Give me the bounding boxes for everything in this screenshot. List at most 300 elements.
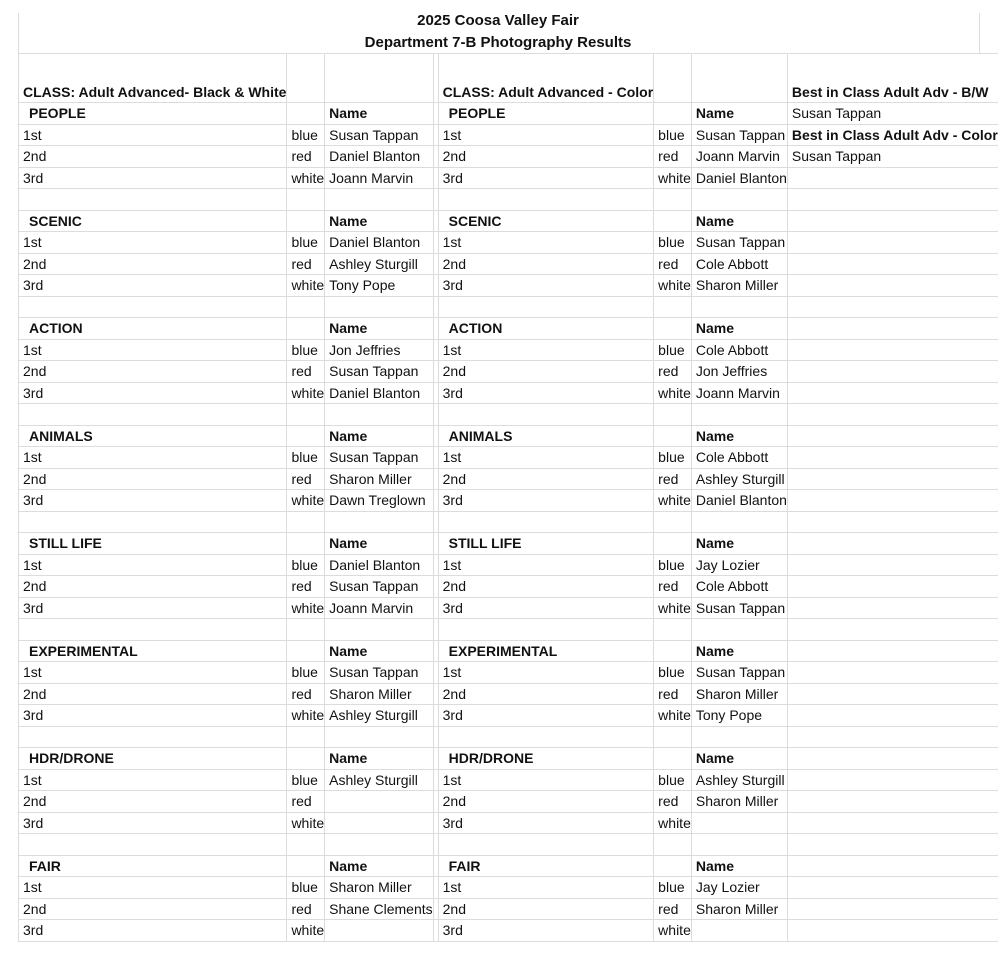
table-row <box>19 404 998 426</box>
cell[interactable] <box>654 54 692 103</box>
cell[interactable] <box>787 920 998 942</box>
cell[interactable] <box>438 296 654 318</box>
place: 1st <box>438 339 654 361</box>
ribbon: red <box>287 898 325 920</box>
ribbon: blue <box>287 339 325 361</box>
cell[interactable] <box>787 619 998 641</box>
page-title: 2025 Coosa Valley Fair <box>417 12 579 29</box>
table-row <box>19 468 998 490</box>
table-row <box>19 361 998 383</box>
cell[interactable] <box>787 597 998 619</box>
cell[interactable] <box>787 189 998 211</box>
cell[interactable] <box>19 726 287 748</box>
table-row <box>19 877 998 899</box>
winner-name: Cole Abbott <box>691 339 787 361</box>
table-row <box>19 339 998 361</box>
cell[interactable] <box>691 619 787 641</box>
place: 1st <box>19 447 287 469</box>
name-header: Name <box>325 748 434 770</box>
cell[interactable] <box>691 834 787 856</box>
ribbon: red <box>654 146 692 168</box>
ribbon: red <box>287 683 325 705</box>
place: 2nd <box>19 146 287 168</box>
ribbon: blue <box>654 877 692 899</box>
winner-name: Susan Tappan <box>325 124 434 146</box>
cell[interactable] <box>287 103 325 125</box>
ribbon: red <box>287 576 325 598</box>
cell[interactable] <box>654 404 692 426</box>
place: 1st <box>19 877 287 899</box>
table-row <box>19 683 998 705</box>
winner-name: Sharon Miller <box>325 877 434 899</box>
cell[interactable] <box>654 210 692 232</box>
bw-section-header: EXPERIMENTAL <box>19 640 287 662</box>
place: 3rd <box>438 167 654 189</box>
table-row <box>19 533 998 555</box>
ribbon: white <box>654 275 692 297</box>
cell[interactable] <box>19 619 287 641</box>
place: 3rd <box>19 382 287 404</box>
winner-name: Dawn Treglown <box>325 490 434 512</box>
cell[interactable] <box>787 404 998 426</box>
ribbon: white <box>287 167 325 189</box>
ribbon: blue <box>287 232 325 254</box>
winner-name <box>325 920 434 942</box>
ribbon: red <box>654 898 692 920</box>
color-section-header: SCENIC <box>438 210 654 232</box>
table-row <box>19 275 998 297</box>
table-row <box>19 791 998 813</box>
cell[interactable] <box>325 511 434 533</box>
color-section-header: ANIMALS <box>438 425 654 447</box>
winner-name: Sharon Miller <box>325 683 434 705</box>
winner-name: Joann Marvin <box>691 382 787 404</box>
winner-name: Ashley Sturgill <box>325 705 434 727</box>
bw-section-header: ACTION <box>19 318 287 340</box>
cell[interactable] <box>787 834 998 856</box>
cell[interactable] <box>438 619 654 641</box>
cell[interactable] <box>787 726 998 748</box>
ribbon: white <box>287 275 325 297</box>
winner-name: Ashley Sturgill <box>325 253 434 275</box>
cell[interactable] <box>438 834 654 856</box>
place: 3rd <box>19 920 287 942</box>
best-in-class-winner: Susan Tappan <box>787 103 998 125</box>
cell[interactable] <box>787 253 998 275</box>
cell[interactable] <box>654 296 692 318</box>
cell[interactable] <box>287 640 325 662</box>
place: 3rd <box>19 490 287 512</box>
table-row <box>19 146 998 168</box>
name-header: Name <box>325 533 434 555</box>
cell[interactable] <box>438 404 654 426</box>
cell[interactable] <box>19 834 287 856</box>
winner-name: Susan Tappan <box>691 124 787 146</box>
cell[interactable] <box>787 490 998 512</box>
place: 3rd <box>438 812 654 834</box>
place: 1st <box>438 769 654 791</box>
table-row <box>19 447 998 469</box>
place: 2nd <box>19 576 287 598</box>
place: 2nd <box>438 468 654 490</box>
color-section-header: ACTION <box>438 318 654 340</box>
page-subtitle: Department 7-B Photography Results <box>364 34 632 51</box>
ribbon: blue <box>287 447 325 469</box>
cell[interactable] <box>287 425 325 447</box>
best-in-class-winner: Susan Tappan <box>787 146 998 168</box>
place: 2nd <box>19 898 287 920</box>
cell[interactable] <box>287 834 325 856</box>
color-section-header: EXPERIMENTAL <box>438 640 654 662</box>
winner-name: Daniel Blanton <box>325 382 434 404</box>
cell[interactable] <box>787 705 998 727</box>
name-header: Name <box>691 103 787 125</box>
ribbon: white <box>654 490 692 512</box>
winner-name: Joann Marvin <box>325 167 434 189</box>
ribbon: red <box>654 576 692 598</box>
cell[interactable] <box>287 511 325 533</box>
cell[interactable] <box>287 318 325 340</box>
cell[interactable] <box>654 855 692 877</box>
cell[interactable] <box>787 662 998 684</box>
ribbon: blue <box>654 662 692 684</box>
ribbon: red <box>287 146 325 168</box>
cell[interactable] <box>691 189 787 211</box>
place: 3rd <box>19 167 287 189</box>
bw-section-header: HDR/DRONE <box>19 748 287 770</box>
winner-name: Susan Tappan <box>325 447 434 469</box>
bw-section-header: STILL LIFE <box>19 533 287 555</box>
place: 3rd <box>438 705 654 727</box>
cell[interactable] <box>325 54 434 103</box>
bw-class-header: CLASS: Adult Advanced- Black & White <box>19 54 287 103</box>
table-row <box>19 705 998 727</box>
cell[interactable] <box>287 404 325 426</box>
results-table <box>18 53 998 942</box>
name-header: Name <box>325 855 434 877</box>
cell[interactable] <box>325 619 434 641</box>
cell[interactable] <box>654 425 692 447</box>
cell[interactable] <box>287 189 325 211</box>
place: 2nd <box>438 361 654 383</box>
cell[interactable] <box>19 296 287 318</box>
cell[interactable] <box>787 339 998 361</box>
table-row <box>19 726 998 748</box>
place: 2nd <box>438 576 654 598</box>
place: 2nd <box>438 898 654 920</box>
winner-name: Daniel Blanton <box>325 554 434 576</box>
place: 2nd <box>19 683 287 705</box>
cell[interactable] <box>787 576 998 598</box>
place: 2nd <box>438 146 654 168</box>
cell[interactable] <box>438 726 654 748</box>
bw-section-header: SCENIC <box>19 210 287 232</box>
ribbon: blue <box>654 554 692 576</box>
ribbon: blue <box>287 769 325 791</box>
cell[interactable] <box>19 189 287 211</box>
winner-name: Daniel Blanton <box>691 167 787 189</box>
cell[interactable] <box>654 834 692 856</box>
cell[interactable] <box>654 533 692 555</box>
bw-section-header: PEOPLE <box>19 103 287 125</box>
cell[interactable] <box>787 425 998 447</box>
table-row <box>19 920 998 942</box>
best-in-class-label: Best in Class Adult Adv - Color <box>787 124 998 146</box>
name-header: Name <box>325 210 434 232</box>
ribbon: white <box>654 382 692 404</box>
place: 1st <box>19 232 287 254</box>
ribbon: blue <box>287 554 325 576</box>
cell[interactable] <box>654 103 692 125</box>
place: 2nd <box>438 683 654 705</box>
place: 2nd <box>438 253 654 275</box>
winner-name: Sharon Miller <box>691 275 787 297</box>
table-row <box>19 189 998 211</box>
ribbon: white <box>654 812 692 834</box>
table-row <box>19 640 998 662</box>
winner-name: Susan Tappan <box>325 576 434 598</box>
table-row <box>19 511 998 533</box>
cell[interactable] <box>787 511 998 533</box>
color-section-header: FAIR <box>438 855 654 877</box>
place: 1st <box>438 232 654 254</box>
cell[interactable] <box>691 404 787 426</box>
cell[interactable] <box>287 533 325 555</box>
cell[interactable] <box>654 511 692 533</box>
cell[interactable] <box>787 167 998 189</box>
cell[interactable] <box>787 533 998 555</box>
ribbon: white <box>654 920 692 942</box>
ribbon: red <box>654 468 692 490</box>
cell[interactable] <box>654 318 692 340</box>
cell[interactable] <box>325 834 434 856</box>
name-header: Name <box>691 533 787 555</box>
cell[interactable] <box>654 619 692 641</box>
winner-name: Tony Pope <box>691 705 787 727</box>
cell[interactable] <box>787 318 998 340</box>
cell[interactable] <box>787 382 998 404</box>
place: 1st <box>19 554 287 576</box>
cell[interactable] <box>787 361 998 383</box>
ribbon: white <box>287 812 325 834</box>
color-section-header: HDR/DRONE <box>438 748 654 770</box>
place: 3rd <box>438 597 654 619</box>
table-row <box>19 619 998 641</box>
table-row <box>19 812 998 834</box>
name-header: Name <box>691 210 787 232</box>
ribbon: blue <box>287 124 325 146</box>
color-class-header: CLASS: Adult Advanced - Color <box>438 54 654 103</box>
table-row <box>19 748 998 770</box>
winner-name: Cole Abbott <box>691 253 787 275</box>
ribbon: white <box>654 167 692 189</box>
cell[interactable] <box>787 791 998 813</box>
cell[interactable] <box>325 296 434 318</box>
place: 2nd <box>438 791 654 813</box>
name-header: Name <box>325 103 434 125</box>
winner-name <box>325 791 434 813</box>
ribbon: red <box>654 253 692 275</box>
ribbon: red <box>654 791 692 813</box>
cell[interactable] <box>787 232 998 254</box>
name-header: Name <box>325 640 434 662</box>
ribbon: blue <box>654 769 692 791</box>
place: 3rd <box>19 812 287 834</box>
cell[interactable] <box>787 554 998 576</box>
table-row <box>19 210 998 232</box>
cell[interactable] <box>19 511 287 533</box>
cell[interactable] <box>787 855 998 877</box>
ribbon: red <box>654 361 692 383</box>
name-header: Name <box>325 425 434 447</box>
table-row <box>19 597 998 619</box>
table-row <box>19 490 998 512</box>
place: 3rd <box>438 275 654 297</box>
cell[interactable] <box>787 748 998 770</box>
table-row <box>19 103 998 125</box>
ribbon: blue <box>287 877 325 899</box>
cell[interactable] <box>325 726 434 748</box>
ribbon: white <box>287 705 325 727</box>
ribbon: white <box>287 597 325 619</box>
cell[interactable] <box>691 296 787 318</box>
winner-name: Susan Tappan <box>691 662 787 684</box>
winner-name: Ashley Sturgill <box>691 769 787 791</box>
ribbon: white <box>287 490 325 512</box>
cell[interactable] <box>654 189 692 211</box>
cell[interactable] <box>787 296 998 318</box>
table-row <box>19 253 998 275</box>
ribbon: red <box>287 361 325 383</box>
color-section-header: STILL LIFE <box>438 533 654 555</box>
cell[interactable] <box>287 855 325 877</box>
cell[interactable] <box>787 447 998 469</box>
place: 1st <box>438 877 654 899</box>
table-row <box>19 576 998 598</box>
winner-name: Susan Tappan <box>691 597 787 619</box>
place: 2nd <box>19 468 287 490</box>
winner-name: Tony Pope <box>325 275 434 297</box>
cell[interactable] <box>438 511 654 533</box>
table-row <box>19 662 998 684</box>
cell[interactable] <box>325 404 434 426</box>
ribbon: red <box>654 683 692 705</box>
place: 3rd <box>438 920 654 942</box>
table-row <box>19 232 998 254</box>
table-row <box>19 124 998 146</box>
ribbon: white <box>654 597 692 619</box>
place: 1st <box>19 662 287 684</box>
ribbon: blue <box>654 447 692 469</box>
place: 1st <box>438 124 654 146</box>
winner-name: Jay Lozier <box>691 554 787 576</box>
color-section-header: PEOPLE <box>438 103 654 125</box>
bw-section-header: FAIR <box>19 855 287 877</box>
cell[interactable] <box>654 748 692 770</box>
place: 3rd <box>438 382 654 404</box>
cell[interactable] <box>691 511 787 533</box>
place: 3rd <box>19 597 287 619</box>
ribbon: red <box>287 253 325 275</box>
cell[interactable] <box>787 275 998 297</box>
table-row <box>19 54 998 103</box>
table-row <box>19 855 998 877</box>
cell[interactable] <box>787 210 998 232</box>
cell[interactable] <box>654 726 692 748</box>
name-header: Name <box>691 318 787 340</box>
winner-name: Sharon Miller <box>325 468 434 490</box>
winner-name: Jon Jeffries <box>325 339 434 361</box>
winner-name: Cole Abbott <box>691 447 787 469</box>
winner-name <box>691 812 787 834</box>
name-header: Name <box>691 855 787 877</box>
winner-name: Susan Tappan <box>325 662 434 684</box>
name-header: Name <box>691 425 787 447</box>
winner-name: Joann Marvin <box>325 597 434 619</box>
place: 1st <box>19 769 287 791</box>
winner-name: Jon Jeffries <box>691 361 787 383</box>
winner-name <box>325 812 434 834</box>
cell[interactable] <box>787 468 998 490</box>
ribbon: blue <box>287 662 325 684</box>
ribbon: red <box>287 791 325 813</box>
cell[interactable] <box>654 640 692 662</box>
place: 2nd <box>19 791 287 813</box>
place: 3rd <box>19 705 287 727</box>
winner-name: Susan Tappan <box>325 361 434 383</box>
winner-name: Jay Lozier <box>691 877 787 899</box>
winner-name: Sharon Miller <box>691 898 787 920</box>
cell[interactable] <box>287 726 325 748</box>
cell[interactable] <box>438 189 654 211</box>
cell[interactable] <box>287 748 325 770</box>
cell[interactable] <box>787 898 998 920</box>
table-row <box>19 167 998 189</box>
ribbon: white <box>287 382 325 404</box>
cell[interactable] <box>287 54 325 103</box>
cell[interactable] <box>787 769 998 791</box>
cell[interactable] <box>691 54 787 103</box>
winner-name: Susan Tappan <box>691 232 787 254</box>
cell[interactable] <box>287 210 325 232</box>
cell[interactable] <box>787 877 998 899</box>
name-header: Name <box>691 748 787 770</box>
winner-name: Daniel Blanton <box>325 146 434 168</box>
winner-name: Shane Clements <box>325 898 434 920</box>
place: 1st <box>438 554 654 576</box>
winner-name <box>691 920 787 942</box>
cell[interactable] <box>287 619 325 641</box>
winner-name: Daniel Blanton <box>691 490 787 512</box>
cell[interactable] <box>19 404 287 426</box>
cell[interactable] <box>787 812 998 834</box>
place: 3rd <box>19 275 287 297</box>
cell[interactable] <box>325 189 434 211</box>
cell[interactable] <box>787 683 998 705</box>
cell[interactable] <box>691 726 787 748</box>
ribbon: blue <box>654 339 692 361</box>
table-row <box>19 318 998 340</box>
cell[interactable] <box>287 296 325 318</box>
place: 1st <box>438 447 654 469</box>
table-row <box>19 554 998 576</box>
ribbon: blue <box>654 124 692 146</box>
table-row <box>19 769 998 791</box>
name-header: Name <box>691 640 787 662</box>
table-row <box>19 382 998 404</box>
winner-name: Joann Marvin <box>691 146 787 168</box>
cell[interactable] <box>787 640 998 662</box>
